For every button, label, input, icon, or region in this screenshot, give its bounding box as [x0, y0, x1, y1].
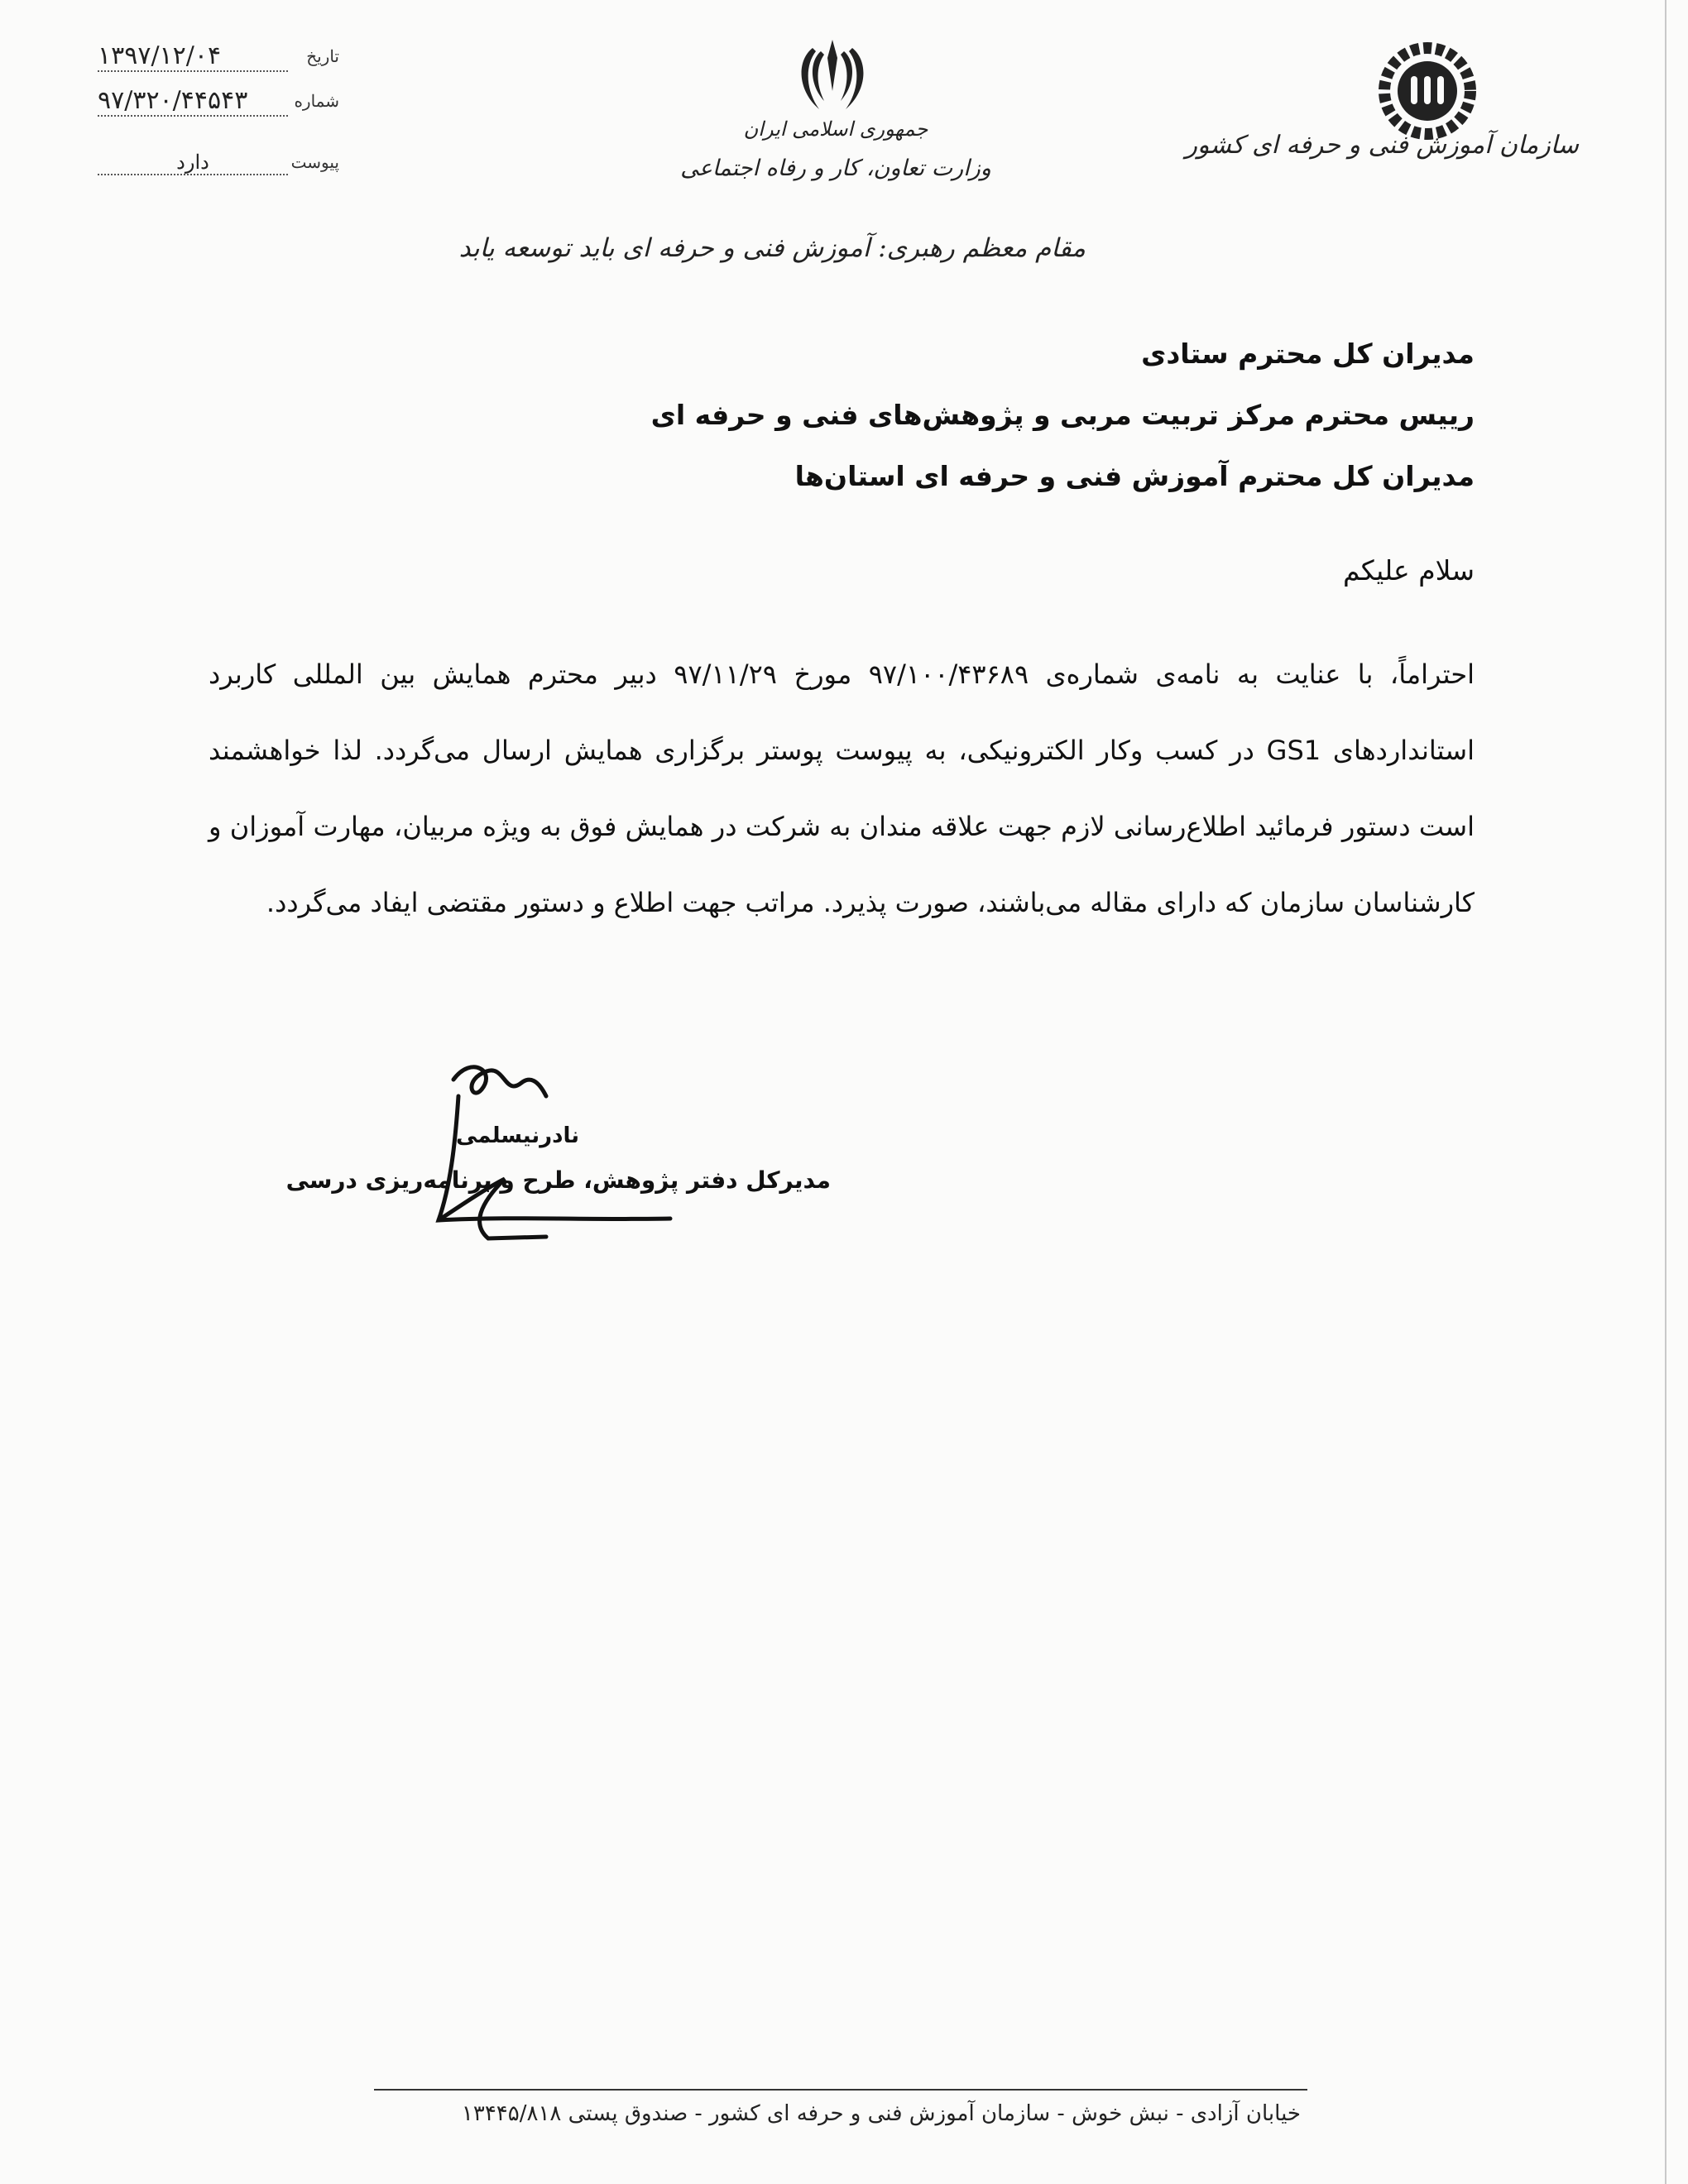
greeting: سلام علیکم	[1342, 554, 1475, 587]
leader-quote: مقام معظم رهبری: آموزش فنی و حرفه ای باید توسعه یابد	[458, 233, 1086, 263]
ministry-text: وزارت تعاون، کار و رفاه اجتماعی	[680, 156, 991, 181]
attachment-row	[99, 147, 339, 180]
number-value: ۹۷/۳۲۰/۴۴۵۴۳	[98, 86, 288, 117]
date-row	[99, 41, 339, 74]
organization-name: سازمان آموزش فنی و حرفه ای کشور	[1185, 131, 1579, 160]
signatory-name: نادرنیسلمی	[455, 1123, 579, 1148]
signatory-title: مدیرکل دفتر پژوهش، طرح و برنامه‌ریزی درسی	[285, 1166, 831, 1194]
body-line: استانداردهای GS1 در کسب وکار الکترونیکی، به پیوست پوستر برگزاری همایش ارسال می‌گردد. لذا خواهشمند	[209, 735, 1475, 766]
number-label: شماره	[294, 91, 339, 111]
date-label: تاریخ	[306, 46, 339, 66]
number-row	[99, 86, 339, 119]
handwritten-signature-icon	[381, 1046, 695, 1253]
addressee-line: رییس محترم مرکز تربیت مربی و پژوهش‌های فنی و حرفه ای	[650, 399, 1475, 431]
republic-text: جمهوری اسلامی ایران	[743, 117, 928, 141]
organization-logo-icon	[1378, 41, 1477, 141]
body-line: کارشناسان سازمان که دارای مقاله می‌باشند، صورت پذیرد. مراتب جهت اطلاع و دستور مقتضی ایفاد می‌گردد.	[266, 887, 1475, 918]
body-line: احتراماً، با عنایت به نامه‌ی شماره‌ی ۹۷/۱۰۰/۴۳۶۸۹ مورخ ۹۷/۱۱/۲۹ دبیر محترم همایش بین المللی کاربرد	[209, 659, 1475, 690]
footer-divider	[374, 2089, 1307, 2091]
addressee-line: مدیران کل محترم ستادی	[1141, 338, 1475, 370]
iran-emblem-icon	[791, 33, 874, 116]
attachment-value: دارد	[98, 147, 288, 175]
footer-address: خیابان آزادی - نبش خوش - سازمان آموزش فنی و حرفه ای کشور - صندوق پستی ۱۳۴۴۵/۸۱۸	[461, 2101, 1301, 2126]
attachment-label: پیوست	[290, 152, 339, 172]
scan-edge	[1665, 0, 1666, 2184]
body-line: است دستور فرمائید اطلاع‌رسانی لازم جهت علاقه مندان به شرکت در همایش فوق به ویژه مربیان، مهارت آموزان و	[209, 811, 1475, 842]
date-value: ۱۳۹۷/۱۲/۰۴	[98, 41, 288, 72]
addressee-line: مدیران کل محترم آموزش فنی و حرفه ای استان‌ها	[794, 460, 1475, 492]
